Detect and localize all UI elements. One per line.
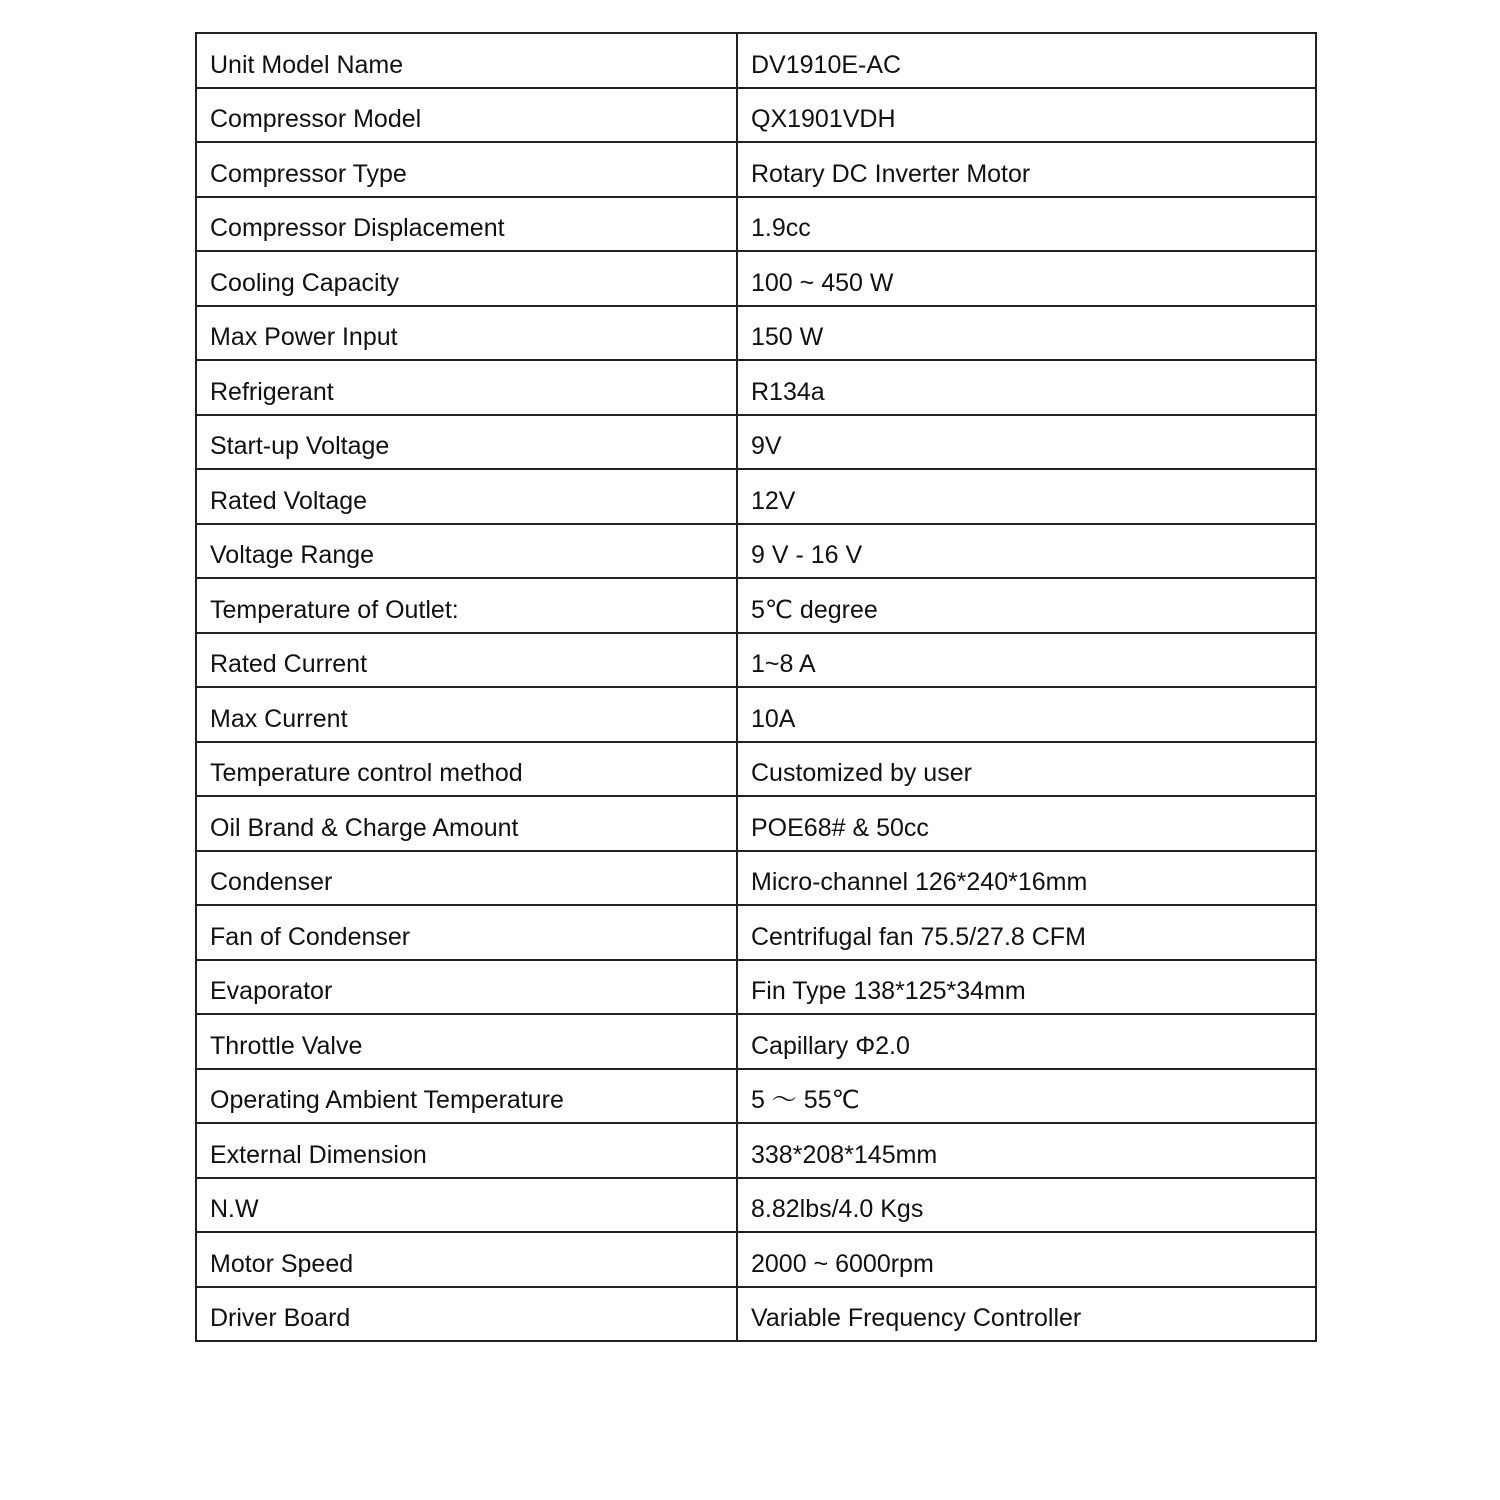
spec-value-cell <box>737 960 1316 1015</box>
spec-row <box>196 1069 1316 1124</box>
spec-value-cell <box>737 578 1316 633</box>
spec-value-cell <box>737 524 1316 579</box>
spec-value: 1.9cc <box>751 214 811 243</box>
spec-label-cell <box>196 524 737 579</box>
spec-label-cell <box>196 1232 737 1287</box>
spec-value: 5 ～ 55℃ <box>751 1086 860 1115</box>
spec-value-cell <box>737 88 1316 143</box>
spec-label-cell <box>196 469 737 524</box>
spec-row <box>196 88 1316 143</box>
spec-value: Customized by user <box>751 759 972 788</box>
spec-value-cell <box>737 1287 1316 1342</box>
spec-label: Max Current <box>210 704 348 733</box>
spec-label-cell <box>196 851 737 906</box>
spec-label-cell <box>196 633 737 688</box>
spec-row <box>196 142 1316 197</box>
spec-row <box>196 851 1316 906</box>
spec-label: Temperature control method <box>210 759 523 788</box>
spec-value: 1~8 A <box>751 650 816 679</box>
spec-label: Voltage Range <box>210 541 375 570</box>
spec-value: 2000 ~ 6000rpm <box>751 1249 934 1278</box>
spec-value: Fin Type 138*125*34mm <box>751 977 1026 1006</box>
spec-row <box>196 1287 1316 1342</box>
spec-label: Rated Current <box>210 650 368 679</box>
spec-value: QX1901VDH <box>751 105 896 134</box>
spec-value-cell <box>737 742 1316 797</box>
spec-label: Operating Ambient Temperature <box>210 1086 564 1115</box>
spec-label: Oil Brand & Charge Amount <box>210 813 519 842</box>
spec-value: Rotary DC Inverter Motor <box>751 159 1031 188</box>
spec-label: Rated Voltage <box>210 486 368 515</box>
spec-row <box>196 33 1316 88</box>
spec-value-cell <box>737 687 1316 742</box>
spec-value: Micro-channel 126*240*16mm <box>751 868 1088 897</box>
spec-label: Evaporator <box>210 977 333 1006</box>
spec-label: Driver Board <box>210 1304 351 1333</box>
spec-value: 9 V - 16 V <box>751 541 863 570</box>
spec-value: 100 ~ 450 W <box>751 268 894 297</box>
spec-row <box>196 415 1316 470</box>
spec-label: Throttle Valve <box>210 1031 363 1060</box>
spec-row <box>196 1178 1316 1233</box>
spec-row <box>196 742 1316 797</box>
spec-label-cell <box>196 88 737 143</box>
spec-label-cell <box>196 960 737 1015</box>
spec-row <box>196 960 1316 1015</box>
spec-label-cell <box>196 1287 737 1342</box>
spec-value: 5℃ degree <box>751 595 878 624</box>
spec-label-cell <box>196 796 737 851</box>
spec-value: 150 W <box>751 323 824 352</box>
spec-value: 8.82lbs/4.0 Kgs <box>751 1195 924 1224</box>
spec-label: Motor Speed <box>210 1249 354 1278</box>
spec-value-cell <box>737 33 1316 88</box>
spec-label-cell <box>196 142 737 197</box>
spec-label-cell <box>196 1178 737 1233</box>
spec-label-cell <box>196 197 737 252</box>
spec-row <box>196 251 1316 306</box>
spec-label: N.W <box>210 1195 259 1224</box>
spec-label: Compressor Model <box>210 105 422 134</box>
spec-row <box>196 469 1316 524</box>
spec-value: Capillary Φ2.0 <box>751 1031 910 1060</box>
spec-value: 338*208*145mm <box>751 1140 938 1169</box>
spec-label-cell <box>196 1123 737 1178</box>
spec-value: Variable Frequency Controller <box>751 1304 1082 1333</box>
spec-value-cell <box>737 633 1316 688</box>
spec-row <box>196 796 1316 851</box>
spec-value-cell <box>737 415 1316 470</box>
spec-label-cell <box>196 251 737 306</box>
spec-label-cell <box>196 1014 737 1069</box>
spec-label: Fan of Condenser <box>210 922 411 951</box>
spec-label-cell <box>196 742 737 797</box>
spec-row <box>196 524 1316 579</box>
spec-value-cell <box>737 197 1316 252</box>
spec-value-cell <box>737 1232 1316 1287</box>
spec-label: Cooling Capacity <box>210 268 399 297</box>
spec-row <box>196 905 1316 960</box>
spec-value-cell <box>737 1178 1316 1233</box>
spec-label: Compressor Displacement <box>210 214 505 243</box>
spec-label: Condenser <box>210 868 333 897</box>
spec-label-cell <box>196 306 737 361</box>
spec-label: Compressor Type <box>210 159 407 188</box>
spec-value-cell <box>737 251 1316 306</box>
spec-label: Temperature of Outlet: <box>210 595 459 624</box>
spec-value-cell <box>737 905 1316 960</box>
spec-row <box>196 687 1316 742</box>
spec-table <box>195 32 1317 1342</box>
spec-row <box>196 360 1316 415</box>
spec-label-cell <box>196 33 737 88</box>
spec-value-cell <box>737 142 1316 197</box>
spec-value: R134a <box>751 377 825 406</box>
spec-label-cell <box>196 360 737 415</box>
spec-label-cell <box>196 415 737 470</box>
spec-value-cell <box>737 796 1316 851</box>
spec-label-cell <box>196 578 737 633</box>
spec-value-cell <box>737 306 1316 361</box>
spec-value-cell <box>737 1123 1316 1178</box>
spec-value-cell <box>737 1014 1316 1069</box>
spec-label: Start-up Voltage <box>210 432 390 461</box>
spec-row <box>196 578 1316 633</box>
spec-table-body <box>196 33 1316 1341</box>
spec-value-cell <box>737 851 1316 906</box>
spec-label-cell <box>196 905 737 960</box>
spec-label: External Dimension <box>210 1140 427 1169</box>
spec-value: 12V <box>751 486 796 515</box>
spec-label-cell <box>196 1069 737 1124</box>
spec-label-cell <box>196 687 737 742</box>
spec-value: 10A <box>751 704 796 733</box>
spec-row <box>196 1123 1316 1178</box>
spec-label: Max Power Input <box>210 323 398 352</box>
spec-value: DV1910E-AC <box>751 50 902 79</box>
spec-row <box>196 197 1316 252</box>
spec-value-cell <box>737 360 1316 415</box>
spec-row <box>196 1232 1316 1287</box>
spec-value: 9V <box>751 432 782 461</box>
spec-value: Centrifugal fan 75.5/27.8 CFM <box>751 922 1086 951</box>
spec-row <box>196 633 1316 688</box>
spec-label: Unit Model Name <box>210 50 404 79</box>
spec-row <box>196 306 1316 361</box>
spec-value: POE68# & 50cc <box>751 813 929 842</box>
spec-value-cell <box>737 1069 1316 1124</box>
spec-value-cell <box>737 469 1316 524</box>
spec-row <box>196 1014 1316 1069</box>
spec-label: Refrigerant <box>210 377 334 406</box>
